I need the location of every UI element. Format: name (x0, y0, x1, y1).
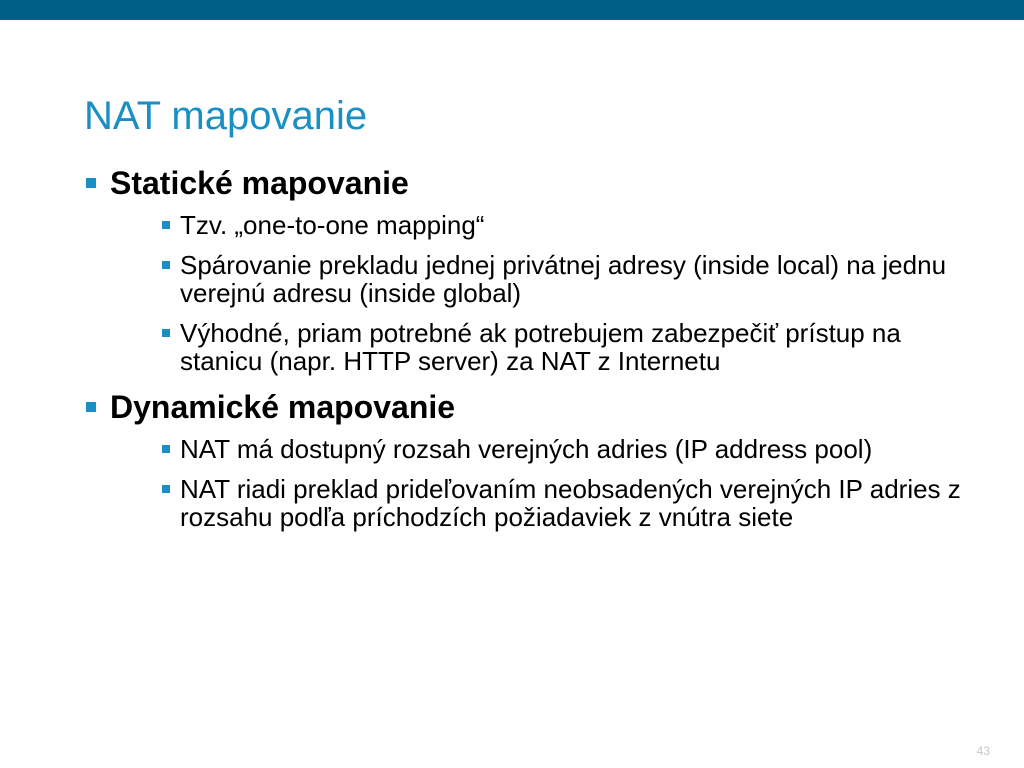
sub-bullet-text: Výhodné, priam potrebné ak potrebujem zabezpečiť prístup na stanicu (napr. HTTP server) za NAT z Internetu (180, 318, 901, 376)
sub-bullet-list (84, 435, 964, 531)
slide-content (84, 163, 964, 543)
sub-bullet-list (84, 211, 964, 375)
sub-bullet-text: Spárovanie prekladu jednej privátnej adresy (inside local) na jednu verejnú adresu (inside global) (180, 250, 947, 308)
slide-title: NAT mapovanie (84, 94, 368, 138)
square-bullet-icon (162, 329, 170, 337)
section-dynamic-mapping (84, 387, 964, 531)
page-number: 43 (976, 744, 990, 758)
sub-bullet-item (162, 319, 964, 375)
square-bullet-icon (162, 221, 170, 229)
heading-text: Dynamické mapovanie (110, 389, 456, 425)
square-bullet-icon (162, 445, 170, 453)
section-static-mapping (84, 163, 964, 375)
sub-bullet-text: NAT riadi preklad prideľovaním neobsadených verejných IP adries z rozsahu podľa príchodzích požiadaviek z vnútra siete (180, 474, 961, 532)
square-bullet-icon (162, 261, 170, 269)
square-bullet-icon (86, 402, 96, 412)
sub-bullet-item (162, 435, 964, 463)
sub-bullet-item (162, 475, 964, 531)
sub-bullet-item (162, 211, 964, 239)
square-bullet-icon (162, 485, 170, 493)
sub-bullet-item (162, 251, 964, 307)
sub-bullet-text: Tzv. „one-to-one mapping“ (180, 210, 485, 240)
heading-text: Statické mapovanie (110, 165, 409, 201)
square-bullet-icon (86, 178, 96, 188)
sub-bullet-text: NAT má dostupný rozsah verejných adries (IP address pool) (180, 434, 873, 464)
bullet-heading (84, 163, 964, 203)
bullet-heading (84, 387, 964, 427)
top-banner (0, 0, 1024, 20)
